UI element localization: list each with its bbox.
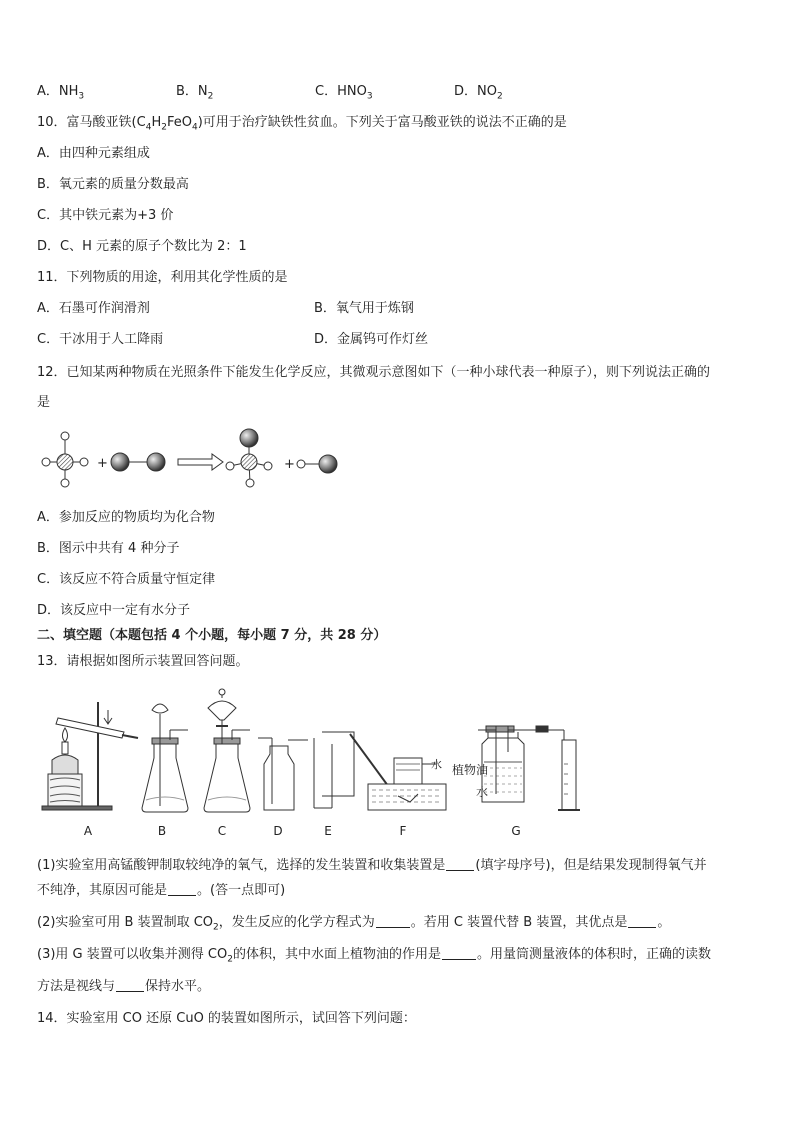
q12-stem: 12．已知某两种物质在光照条件下能发生化学反应，其微观示意图如下（一种小球代表一种原子），则下列说法正确的: [37, 365, 711, 380]
answer-blank[interactable]: [628, 915, 656, 928]
label-d: D: [273, 824, 283, 838]
q10-option-d: D．C、H 元素的原子个数比为 2：1: [37, 239, 247, 254]
q12-option-d: D．该反应中一定有水分子: [37, 603, 191, 618]
label-b: B: [157, 824, 167, 838]
answer-blank[interactable]: [116, 979, 144, 992]
q13-part2: (2)实验室可用 B 装置制取 $CO_2$，发生反应的化学方程式为 。若用 C 装置代替 B 装置，其优点是 。: [37, 915, 671, 933]
product-molecule-2: [297, 455, 337, 473]
q11-option-c: C．干冰用于人工降雨: [37, 332, 164, 347]
reactant-molecule-1: [42, 432, 88, 487]
answer-blank[interactable]: [168, 883, 196, 896]
q11-option-a: A．石墨可作润滑剂: [37, 301, 150, 316]
q11-stem: 11．下列物质的用途，利用其化学性质的是: [37, 270, 288, 285]
plus-sign-1: +: [97, 456, 108, 471]
section-heading: 二、填空题（本题包括 4 个小题，每小题 7 分，共 28 分）: [37, 628, 387, 643]
plus-sign-2: +: [284, 457, 295, 472]
q9-option-a: A．$NH_3$: [37, 84, 85, 102]
answer-blank[interactable]: [442, 947, 476, 960]
q13-part1-line1: (1)实验室用高锰酸钾制取较纯净的氧气，选择的发生装置和收集装置是 (填字母序号)，但是结果发现制得氧气并: [37, 858, 707, 873]
label-g: G: [511, 824, 521, 838]
apparatus-b: [142, 704, 188, 812]
apparatus-f: [350, 734, 446, 810]
q10-option-b: B．氧元素的质量分数最高: [37, 177, 189, 192]
q13-part3-line1: (3)用 G 装置可以收集并测得 $CO_2$的体积，其中水面上植物油的作用是 。用量筒测量液体的体积时，正确的读数: [37, 947, 711, 965]
q12-option-c: C．该反应不符合质量守恒定律: [37, 572, 216, 587]
q10-stem: 10．富马酸亚铁$(C_4H_2FeO_4)$可用于治疗缺铁性贫血。下列关于富马酸亚铁的说法不正确的是: [37, 115, 567, 133]
q13-part1-line2: 不纯净，其原因可能是 。(答一点即可): [37, 883, 286, 898]
reactant-molecule-2: [111, 453, 165, 471]
answer-blank[interactable]: [376, 915, 410, 928]
apparatus-e: [314, 732, 354, 808]
label-e: E: [324, 824, 332, 838]
water-label-f: 水: [431, 758, 442, 771]
q11-option-d: D．金属钨可作灯丝: [314, 332, 429, 347]
q12-option-b: B．图示中共有 4 种分子: [37, 541, 180, 556]
q13-stem: 13．请根据如图所示装置回答问题。: [37, 654, 249, 669]
oil-label-g: 植物油: [452, 763, 489, 777]
product-molecule-1: [226, 429, 272, 487]
label-c: C: [217, 824, 227, 838]
apparatus-c: [204, 689, 250, 812]
q13-part3-line2: 方法是视线与 保持水平。: [37, 979, 211, 994]
reaction-diagram: [36, 426, 356, 494]
water-label-g: 水: [476, 785, 489, 799]
q12-option-a: A．参加反应的物质均为化合物: [37, 510, 215, 525]
q9-option-d: D．$NO_2$: [454, 84, 503, 102]
label-a: A: [83, 824, 93, 838]
label-f: F: [399, 824, 407, 838]
answer-blank[interactable]: [446, 858, 474, 871]
apparatus-g: [478, 726, 580, 810]
q12-stem-cont: 是: [37, 395, 51, 410]
apparatus-figure: [38, 684, 598, 842]
apparatus-d: [258, 738, 308, 810]
q9-option-b: B．$N_2$: [176, 84, 214, 102]
reaction-arrow-icon: [178, 454, 223, 470]
q14-stem: 14．实验室用 CO 还原 CuO 的装置如图所示，试回答下列问题：: [37, 1011, 416, 1026]
q11-option-b: B．氧气用于炼钢: [314, 301, 414, 316]
q10-option-a: A．由四种元素组成: [37, 146, 150, 161]
apparatus-a: [42, 702, 138, 810]
q10-option-c: C．其中铁元素为+3 价: [37, 208, 174, 223]
q9-option-c: C．$HNO_3$: [315, 84, 373, 102]
